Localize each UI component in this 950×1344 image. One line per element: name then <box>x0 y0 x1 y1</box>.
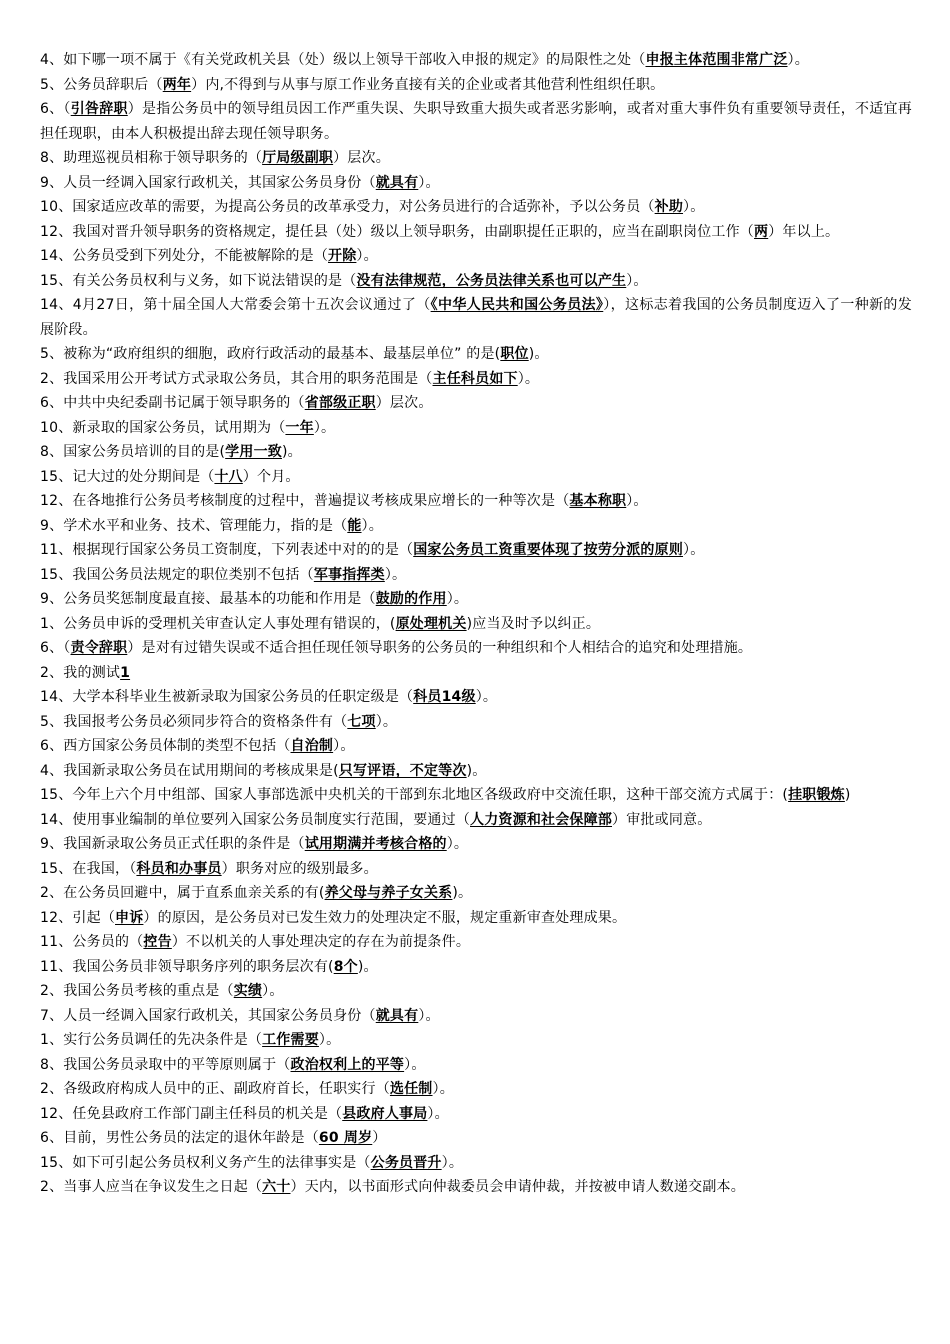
answer-text: 公务员晋升 <box>370 1154 442 1171</box>
answer-text: 国家公务员工资重要体现了按劳分派的原则 <box>413 542 684 558</box>
question-text: 4、如下哪一项不属于《有关党政机关县（处）级以上领导干部收入申报的规定》的局限性之处（ <box>40 52 646 68</box>
question-suffix: )。 <box>528 346 549 362</box>
answer-text: 控告 <box>143 934 172 950</box>
question-suffix: ）是对有过错失误或不适合担任现任领导职务的公务员的一种组织和个人相结合的追究和处理措施。 <box>127 640 753 656</box>
question-item <box>40 857 912 882</box>
question-text: 12、我国对晋升领导职务的资格规定，提任县（处）级以上领导职务，由副职提任正职的，应当在副职岗位工作（ <box>40 223 755 240</box>
question-item <box>40 661 912 686</box>
question-item <box>40 465 912 490</box>
question-item <box>40 391 912 416</box>
question-item <box>40 1126 912 1151</box>
question-item <box>40 514 912 539</box>
question-suffix: ）不以机关的人事处理决定的存在为前提条件。 <box>171 934 471 950</box>
question-suffix: ）。 <box>356 248 378 264</box>
question-item <box>40 759 912 784</box>
question-suffix: ）。 <box>333 738 355 754</box>
question-suffix: ）。 <box>683 199 705 215</box>
question-item <box>40 146 912 171</box>
question-item <box>40 808 912 833</box>
answer-text: 政治权利上的平等 <box>290 1056 405 1073</box>
answer-text: 科员和办事员 <box>136 860 222 877</box>
answer-text: 8个 <box>333 958 358 975</box>
answer-text: 军事指挥类 <box>313 566 385 583</box>
question-suffix: ）。 <box>361 517 383 534</box>
answer-text: 工作需要 <box>262 1032 319 1048</box>
question-suffix: ）。 <box>418 1007 440 1024</box>
question-item <box>40 489 912 514</box>
question-item <box>40 587 912 612</box>
question-suffix: ） <box>372 1130 387 1146</box>
answer-text: 补助 <box>654 199 684 215</box>
question-text: 2、我国采用公开考试方式录取公务员，其合用的职务范围是（ <box>40 370 433 387</box>
question-text: 7、人员一经调入国家行政机关，其国家公务员身份（ <box>40 1007 376 1024</box>
question-suffix: ）。 <box>441 1154 464 1171</box>
question-suffix: ）。 <box>626 493 648 509</box>
question-list <box>40 48 912 1200</box>
question-item <box>40 1077 912 1102</box>
question-text: 9、学术水平和业务、技术、管理能力，指的是（ <box>40 517 348 534</box>
answer-text: 申诉 <box>115 909 144 926</box>
question-item <box>40 97 912 146</box>
question-suffix: ）。 <box>787 52 809 68</box>
question-item <box>40 73 912 98</box>
question-text: 15、记大过的处分期间是（ <box>40 468 215 485</box>
question-text: 12、在各地推行公务员考核制度的过程中，普遍提议考核成果应增长的一种等次是（ <box>40 493 570 509</box>
question-item <box>40 832 912 857</box>
question-item <box>40 1151 912 1176</box>
question-item <box>40 342 912 367</box>
question-suffix: ）层次。 <box>333 150 390 166</box>
question-suffix: ）。 <box>427 1105 449 1122</box>
question-text: 6、中共中央纪委副书记属于领导职务的（ <box>40 395 305 411</box>
answer-text: 七项 <box>347 713 376 730</box>
question-suffix: ）的原因，是公务员对已发生效力的处理决定不服，规定重新审查处理成果。 <box>143 909 627 926</box>
question-text: 12、引起（ <box>40 909 116 926</box>
question-item <box>40 881 912 906</box>
question-item <box>40 734 912 759</box>
question-suffix: ）。 <box>446 591 469 607</box>
answer-text: 职位 <box>500 346 529 362</box>
question-item <box>40 48 912 73</box>
question-suffix: ）。 <box>626 272 648 289</box>
answer-text: 学用一致 <box>225 444 282 460</box>
question-suffix: )应当及时予以纠正。 <box>466 615 601 632</box>
question-suffix: ）职务对应的级别最多。 <box>221 860 378 877</box>
question-suffix: ) <box>844 787 851 803</box>
question-item <box>40 171 912 196</box>
question-item <box>40 220 912 245</box>
question-suffix: ）。 <box>318 1032 341 1048</box>
question-text: 11、我国公务员非领导职务序列的职务层次有( <box>40 958 334 975</box>
answer-text: 县政府人事局 <box>342 1105 428 1122</box>
question-text: 15、如下可引起公务员权利义务产生的法律事实是（ <box>40 1154 371 1171</box>
answer-text: 只写评语，不定等次 <box>338 762 467 779</box>
question-item <box>40 367 912 392</box>
answer-text: 六十 <box>262 1179 291 1195</box>
answer-text: 鼓励的作用 <box>375 591 447 607</box>
question-text: 8、我国公务员录取中的平等原则属于（ <box>40 1056 291 1073</box>
question-text: 9、公务员奖惩制度最直接、最基本的功能和作用是（ <box>40 591 376 607</box>
question-suffix: ）。 <box>384 566 407 583</box>
answer-text: 开除 <box>328 248 357 264</box>
question-suffix: ），这标志着我国的公务员制度迈入了一种新的发展阶段。 <box>40 297 912 338</box>
question-suffix: ）。 <box>375 713 398 730</box>
question-item <box>40 636 912 661</box>
question-text: 2、我的测试 <box>40 664 121 681</box>
answer-text: 60 周岁 <box>318 1130 373 1146</box>
question-item <box>40 244 912 269</box>
question-item <box>40 612 912 637</box>
answer-text: 十八 <box>214 468 243 485</box>
question-text: 14、4月27日，第十届全国人大常委会第十五次会议通过了（ <box>40 297 431 313</box>
question-text: 6、（ <box>40 101 71 117</box>
question-text: 14、使用事业编制的单位要列入国家公务员制度实行范围，要通过（ <box>40 811 471 828</box>
question-item <box>40 563 912 588</box>
question-item <box>40 293 912 342</box>
answer-text: 原处理机关 <box>395 615 467 632</box>
question-text: 9、我国新录取公务员正式任职的条件是（ <box>40 836 305 852</box>
answer-text: 养父母与养子女关系 <box>324 885 453 901</box>
question-item <box>40 440 912 465</box>
answer-text: 厅局级副职 <box>262 150 334 166</box>
answer-text: 自治制 <box>290 738 334 754</box>
question-text: 15、我国公务员法规定的职位类别不包括（ <box>40 566 314 583</box>
question-item <box>40 906 912 931</box>
question-suffix: ）。 <box>262 983 284 999</box>
question-suffix: )。 <box>452 885 473 901</box>
question-text: 15、今年上六个月中组部、国家人事部选派中央机关的干部到东北地区各级政府中交流任职，这种干部交流方式属于：( <box>40 787 789 803</box>
question-suffix: ）。 <box>446 836 469 852</box>
question-suffix: ）。 <box>517 370 540 387</box>
question-suffix: ）天内，以书面形式向仲裁委员会申请仲裁，并按被申请人数递交副本。 <box>290 1179 745 1195</box>
question-suffix: ）年以上。 <box>768 223 840 240</box>
question-text: 11、根据现行国家公务员工资制度，下列表述中对的的是（ <box>40 542 414 558</box>
question-item <box>40 979 912 1004</box>
question-item <box>40 930 912 955</box>
answer-text: 《中华人民共和国公务员法》 <box>430 297 604 313</box>
question-text: 10、新录取的国家公务员，试用期为（ <box>40 419 286 436</box>
answer-text: 省部级正职 <box>304 395 376 411</box>
question-text: 2、各级政府构成人员中的正、副政府首长，任职实行（ <box>40 1081 390 1097</box>
answer-text: 科员14级 <box>413 689 476 705</box>
question-item <box>40 955 912 980</box>
question-text: 8、国家公务员培训的目的是( <box>40 444 226 460</box>
question-text: 12、任免县政府工作部门副主任科员的机关是（ <box>40 1105 343 1122</box>
question-text: 2、在公务员回避中，属于直系血亲关系的有( <box>40 885 325 901</box>
answer-text: 申报主体范围非常广泛 <box>645 52 788 68</box>
question-suffix: ）是指公务员中的领导组员因工作严重失误、失职导致重大损失或者恶劣影响，或者对重大事件负有重要领导责任，不适宜再担任现职，由本人积极提出辞去现任领导职务。 <box>40 101 912 142</box>
question-item <box>40 710 912 735</box>
question-item <box>40 1028 912 1053</box>
question-text: 5、公务员辞职后（ <box>40 76 163 93</box>
question-item <box>40 269 912 294</box>
question-text: 6、西方国家公务员体制的类型不包括（ <box>40 738 291 754</box>
question-item <box>40 685 912 710</box>
answer-text: 主任科员如下 <box>432 370 518 387</box>
answer-text: 没有法律规范，公务员法律关系也可以产生 <box>356 272 627 289</box>
question-suffix: )。 <box>281 444 302 460</box>
question-text: 5、我国报考公务员必须同步符合的资格条件有（ <box>40 713 348 730</box>
answer-text: 两 <box>754 223 769 240</box>
question-item <box>40 416 912 441</box>
question-text: 1、公务员申诉的受理机关审查认定人事处理有错误的，( <box>40 615 396 632</box>
question-item <box>40 783 912 808</box>
answer-text: 能 <box>347 517 362 534</box>
question-text: 15、在我国，（ <box>40 860 137 877</box>
question-item <box>40 195 912 220</box>
question-text: 6、（ <box>40 640 71 656</box>
question-item <box>40 1004 912 1029</box>
question-suffix: ）层次。 <box>375 395 433 411</box>
question-text: 4、我国新录取公务员在试用期间的考核成果是( <box>40 762 339 779</box>
question-text: 15、有关公务员权利与义务，如下说法错误的是（ <box>40 272 357 289</box>
question-suffix: ）。 <box>432 1081 454 1097</box>
question-suffix: )。 <box>466 762 487 779</box>
answer-text: 1 <box>120 664 131 681</box>
question-text: 6、目前，男性公务员的法定的退休年龄是（ <box>40 1130 319 1146</box>
question-suffix: ）。 <box>418 174 440 191</box>
answer-text: 试用期满并考核合格的 <box>304 836 447 852</box>
question-suffix: ）审批或同意。 <box>612 811 712 828</box>
question-suffix: ）。 <box>313 419 336 436</box>
question-text: 11、公务员的（ <box>40 934 144 950</box>
question-suffix: ）个月。 <box>242 468 300 485</box>
question-text: 8、助理巡视员相称于领导职务的（ <box>40 150 263 166</box>
question-text: 2、当事人应当在争议发生之日起（ <box>40 1179 263 1195</box>
answer-text: 一年 <box>285 419 314 436</box>
question-suffix: ）。 <box>683 542 705 558</box>
question-text: 14、公务员受到下列处分，不能被解除的是（ <box>40 248 329 264</box>
question-suffix: ）。 <box>475 689 498 705</box>
question-suffix: ）。 <box>404 1056 426 1073</box>
answer-text: 引咎辞职 <box>70 101 128 117</box>
question-text: 9、人员一经调入国家行政机关，其国家公务员身份（ <box>40 174 376 191</box>
question-text: 10、国家适应改革的需要，为提高公务员的改革承受力，对公务员进行的合适弥补，予以公务员（ <box>40 199 655 215</box>
answer-text: 责令辞职 <box>70 640 128 656</box>
question-text: 1、实行公务员调任的先决条件是（ <box>40 1032 263 1048</box>
answer-text: 实绩 <box>233 983 263 999</box>
question-text: 2、我国公务员考核的重点是（ <box>40 983 234 999</box>
question-text: 5、被称为“政府组织的细胞，政府行政活动的最基本、最基层单位” 的是( <box>40 346 501 362</box>
question-item <box>40 1102 912 1127</box>
answer-text: 两年 <box>162 76 192 93</box>
question-item <box>40 538 912 563</box>
answer-text: 挂职锻炼 <box>788 787 845 803</box>
question-suffix: ）内,不得到与从事与原工作业务直接有关的企业或者其他营利性组织任职。 <box>191 76 665 93</box>
answer-text: 基本称职 <box>569 493 627 509</box>
answer-text: 人力资源和社会保障部 <box>470 811 613 828</box>
answer-text: 就具有 <box>375 1007 419 1024</box>
question-suffix: )。 <box>357 958 378 975</box>
answer-text: 选任制 <box>389 1081 433 1097</box>
question-item <box>40 1053 912 1078</box>
answer-text: 就具有 <box>375 174 419 191</box>
question-text: 14、大学本科毕业生被新录取为国家公务员的任职定级是（ <box>40 689 414 705</box>
question-item <box>40 1175 912 1200</box>
